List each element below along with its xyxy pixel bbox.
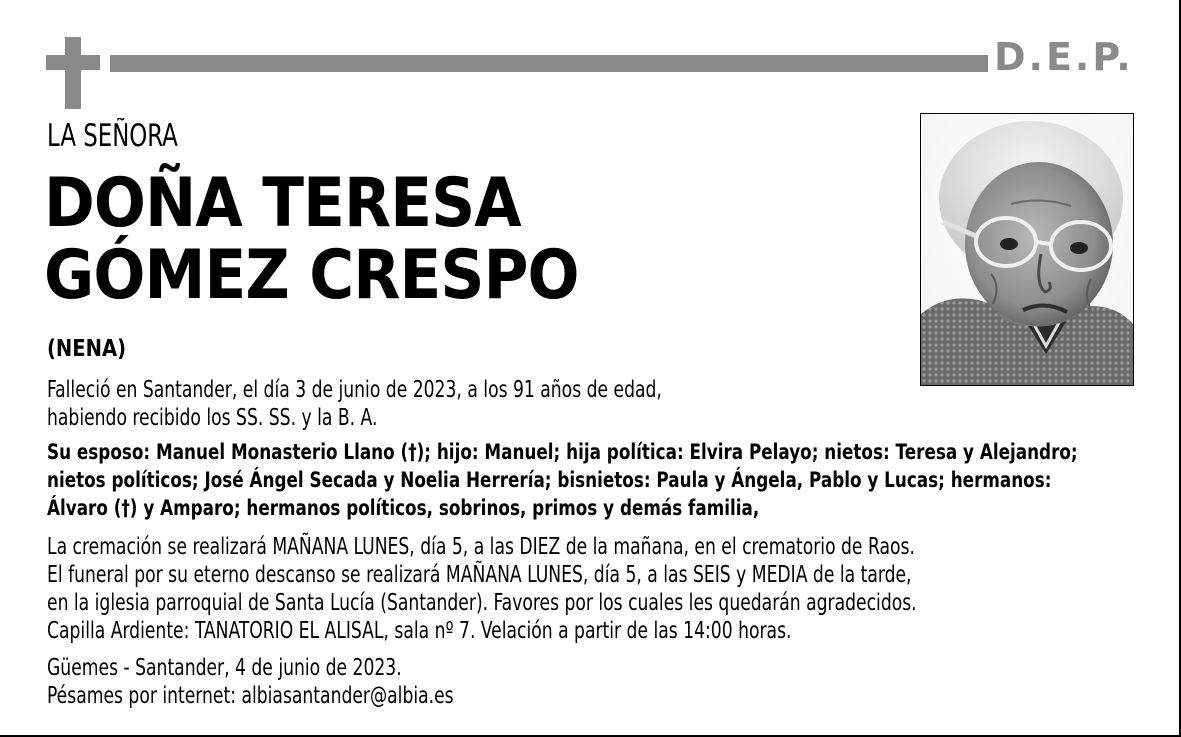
place-date: Güemes - Santander, 4 de junio de 2023. [47,655,402,681]
services-line: La cremación se realizará MAÑANA LUNES, día 5, a las DIEZ de la mañana, en el crematorio de Raos. [47,534,915,560]
latin-cross-icon [46,37,100,109]
family-list [47,438,1078,522]
death-notice-line: Falleció en Santander, el día 3 de junio de 2023, a los 91 años de edad, [47,377,662,403]
services-text [47,533,917,645]
deceased-name-line-2: GÓMEZ CRESPO [44,236,579,315]
portrait-photo [920,113,1134,386]
deceased-nickname: (NENA) [47,336,127,362]
header-rule [110,55,988,72]
family-list-line: Su esposo: Manuel Monasterio Llano (†); hijo: Manuel; hija política: Elvira Pelayo; nietos: Teresa y Alejandro; [47,440,1078,464]
family-list-line: nietos políticos; José Ángel Secada y Noelia Herrería; bisnietos: Paula y Ángela, Pablo y Lucas; hermanos: [47,468,1052,492]
footer-text [47,654,454,710]
portrait-illustration [921,114,1133,385]
dep-label: D.E.P. [994,35,1134,79]
honorific-prefix: LA SEÑORA [47,118,178,154]
services-line: Capilla Ardiente: TANATORIO EL ALISAL, sala nº 7. Velación a partir de las 14:00 horas. [47,618,792,644]
services-line: El funeral por su eterno descanso se realizará MAÑANA LUNES, día 5, a las SEIS y MEDIA de la tarde, [47,562,912,588]
family-list-line: Álvaro (†) y Amparo; hermanos políticos, sobrinos, primos y demás familia, [47,496,760,520]
condolences-email: Pésames por internet: albiasantander@albia.es [47,683,454,709]
death-notice-line: habiendo recibido los SS. SS. y la B. A. [47,405,378,431]
deceased-name-line-1: DOÑA TERESA [44,164,521,243]
death-notice-text [47,376,662,432]
services-line: en la iglesia parroquial de Santa Lucía (Santander). Favores por los cuales les quedarán agradecidos. [47,590,917,616]
deceased-name [44,164,579,315]
